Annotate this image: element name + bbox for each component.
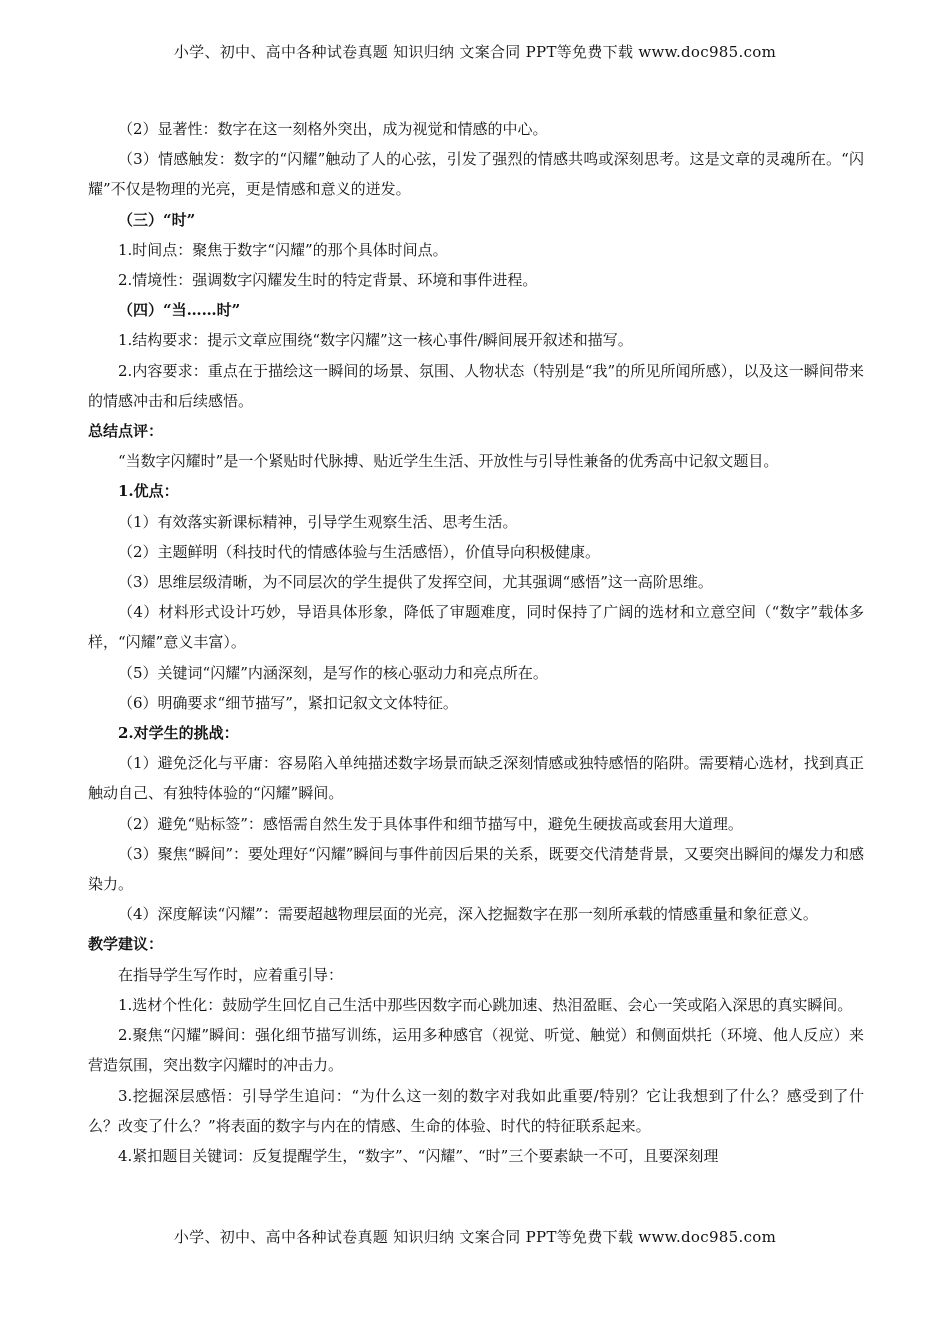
section-heading: （三）“时” — [118, 210, 196, 229]
section-heading: 总结点评： — [88, 422, 164, 441]
paragraph: （4）深度解读“闪耀”：需要超越物理层面的光亮，深入挖掘数字在那一刻所承载的情感重量和象征意义。 — [118, 905, 818, 924]
paragraph: （1）有效落实新课标精神，引导学生观察生活、思考生活。 — [118, 512, 518, 531]
page-header: 小学、初中、高中各种试卷真题 知识归纳 文案合同 PPT等免费下载 www.doc985.com — [173, 43, 777, 61]
paragraph: 在指导学生写作时，应着重引导： — [118, 965, 344, 984]
paragraph: 1.时间点：聚焦于数字“闪耀”的那个具体时间点。 — [118, 240, 448, 259]
paragraph: 2.内容要求：重点在于描绘这一瞬间的场景、氛围、人物状态（特别是“我”的所见所闻所感），以及这一瞬间带来的情感冲击和后续感悟。 — [88, 361, 864, 410]
paragraph: 4.紧扣题目关键词：反复提醒学生，“数字”、“闪耀”、“时”三个要素缺一不可，且要深刻理 — [118, 1146, 719, 1165]
section-heading: （四）“当……时” — [118, 301, 241, 320]
section-heading: 1.优点： — [118, 482, 179, 501]
paragraph: （3）聚焦“瞬间”：要处理好“闪耀”瞬间与事件前因后果的关系，既要交代清楚背景，又要突出瞬间的爆发力和感染力。 — [88, 844, 864, 894]
paragraph: （4）材料形式设计巧妙，导语具体形象，降低了审题难度，同时保持了广阔的选材和立意空间（“数字”载体多样，“闪耀”意义丰富）。 — [88, 603, 864, 652]
paragraph: （3）思维层级清晰，为不同层次的学生提供了发挥空间，尤其强调“感悟”这一高阶思维。 — [118, 573, 713, 592]
section-heading: 教学建议： — [88, 935, 164, 954]
paragraph: “当数字闪耀时”是一个紧贴时代脉搏、贴近学生生活、开放性与引导性兼备的优秀高中记叙文题目。 — [118, 452, 779, 471]
section-heading: 2.对学生的挑战： — [118, 724, 239, 743]
paragraph: （1）避免泛化与平庸：容易陷入单纯描述数字场景而缺乏深刻情感或独特感悟的陷阱。需要精心选材，找到真正触动自己、有独特体验的“闪耀”瞬间。 — [88, 754, 864, 803]
paragraph: （3）情感触发：数字的“闪耀”触动了人的心弦，引发了强烈的情感共鸣或深刻思考。这是文章的灵魂所在。“闪耀”不仅是物理的光亮，更是情感和意义的迸发。 — [88, 150, 864, 199]
paragraph: （2）主题鲜明（科技时代的情感体验与生活感悟），价值导向积极健康。 — [118, 542, 601, 561]
paragraph: 1.选材个性化：鼓励学生回忆自己生活中那些因数字而心跳加速、热泪盈眶、会心一笑或陷入深思的真实瞬间。 — [118, 995, 853, 1014]
document-body — [88, 114, 864, 1171]
paragraph: 3.挖掘深层感悟：引导学生追问：“为什么这一刻的数字对我如此重要/特别？它让我想到了什么？感受到了什么？改变了什么？”将表面的数字与内在的情感、生命的体验、时代的特征联系起来。 — [88, 1086, 864, 1135]
paragraph: 2.情境性：强调数字闪耀发生时的特定背景、环境和事件进程。 — [118, 271, 538, 290]
paragraph: （2）避免“贴标签”：感悟需自然生发于具体事件和细节描写中，避免生硬拔高或套用大道理。 — [118, 814, 743, 833]
page-footer: 小学、初中、高中各种试卷真题 知识归纳 文案合同 PPT等免费下载 www.doc985.com — [173, 1228, 777, 1246]
paragraph: 2.聚焦“闪耀”瞬间：强化细节描写训练，运用多种感官（视觉、听觉、触觉）和侧面烘托（环境、他人反应）来营造氛围，突出数字闪耀时的冲击力。 — [88, 1026, 864, 1075]
paragraph: （6）明确要求“细节描写”，紧扣记叙文文体特征。 — [118, 693, 458, 712]
paragraph: （5）关键词“闪耀”内涵深刻，是写作的核心驱动力和亮点所在。 — [118, 663, 548, 682]
paragraph: （2）显著性：数字在这一刻格外突出，成为视觉和情感的中心。 — [118, 120, 548, 138]
paragraph: 1.结构要求：提示文章应围绕“数字闪耀”这一核心事件/瞬间展开叙述和描写。 — [118, 331, 633, 350]
